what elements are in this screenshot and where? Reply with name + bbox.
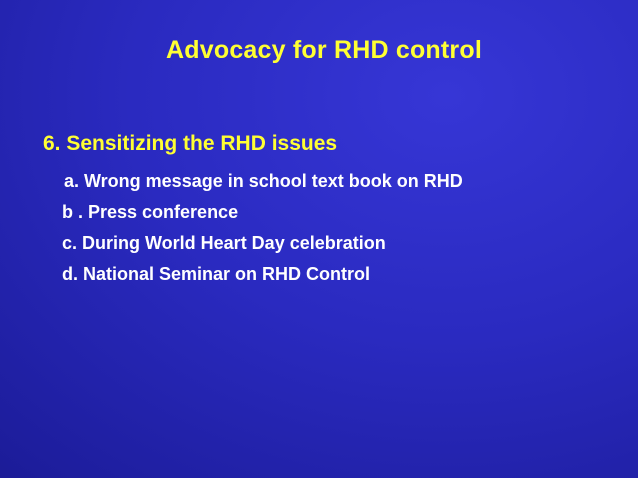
list-item: b . Press conference: [62, 202, 239, 222]
list-item: d. National Seminar on RHD Control: [62, 264, 371, 284]
list-item: c. During World Heart Day celebration: [62, 233, 386, 253]
list-item: a. Wrong message in school text book on RHD: [64, 171, 463, 191]
slide-title: Advocacy for RHD control: [166, 36, 482, 64]
section-heading: 6. Sensitizing the RHD issues: [43, 132, 338, 155]
